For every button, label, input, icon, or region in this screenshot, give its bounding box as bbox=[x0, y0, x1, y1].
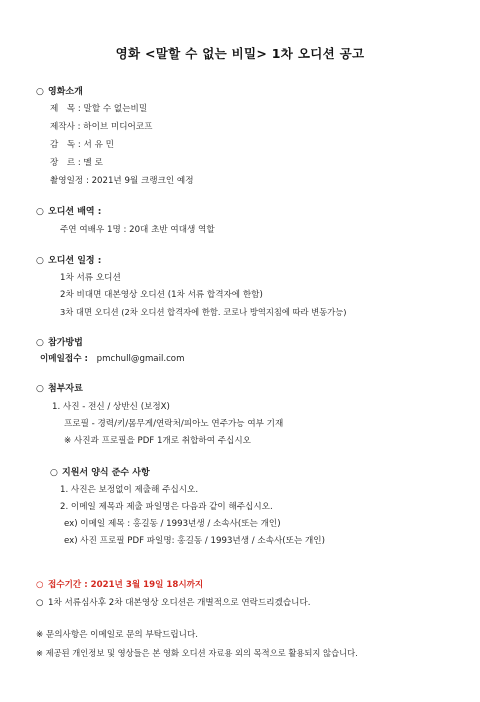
attach-row-profile: 프로필 - 경력/키/몸무게/연락처/피아노 연주가능 여부 기재 bbox=[64, 419, 284, 429]
intro-genre-row: 장 르 : 멜 로 bbox=[50, 158, 103, 168]
deadline-row bbox=[36, 579, 203, 591]
intro-title-row: 제 목 : 말할 수 없는비밀 bbox=[50, 104, 148, 114]
footer-note-1: ※ 문의사항은 이메일로 문의 부탁드립니다. bbox=[36, 630, 198, 640]
deadline-text: 접수기간 : 2021년 3월 19일 18시까지 bbox=[48, 580, 204, 590]
intro-schedule-row: 촬영일정 : 2021년 9월 크랭크인 예정 bbox=[50, 176, 194, 186]
email-address: pmchull@gmail.com bbox=[96, 354, 185, 364]
bullet-icon: ○ bbox=[36, 87, 44, 97]
deadline-note-row bbox=[36, 597, 311, 609]
section-heading-intro: ○ 영화소개 bbox=[36, 87, 83, 97]
rules-row-3: ex) 이메일 제목 : 홍길동 / 1993년생 / 소속사(또는 개인) bbox=[64, 519, 281, 529]
bullet-icon: ○ bbox=[36, 256, 44, 266]
attach-row-photo: 1. 사진 - 전신 / 상반신 (보정X) bbox=[52, 402, 170, 412]
bullet-icon: ○ bbox=[50, 468, 58, 478]
schedule-row-3: 3차 대면 오디션 (2차 오디션 합격자에 한함. 코로나 방역지침에 따라 변동가능) bbox=[60, 307, 347, 317]
apply-row bbox=[40, 353, 184, 365]
bullet-icon: ○ bbox=[36, 598, 44, 608]
attach-row-note: ※ 사진과 프로필을 PDF 1개로 취합하여 주십시오 bbox=[64, 436, 251, 446]
section-heading-role: ○ 오디션 배역 : bbox=[36, 207, 102, 217]
deadline-note: 1차 서류심사후 2차 대본영상 오디션은 개별적으로 연락드리겠습니다. bbox=[48, 598, 311, 608]
bullet-icon: ○ bbox=[36, 580, 44, 590]
role-row: 주연 여배우 1명 : 20대 초반 여대생 역할 bbox=[60, 225, 215, 235]
intro-director-row: 감 독 : 서 유 민 bbox=[50, 140, 114, 150]
section-heading-schedule: ○ 오디션 일정 : bbox=[36, 256, 102, 266]
email-label: 이메일접수 : bbox=[40, 354, 88, 364]
intro-producer-row: 제작사 : 하이브 미디어코프 bbox=[50, 122, 153, 132]
bullet-icon: ○ bbox=[36, 384, 44, 394]
schedule-row-1: 1차 서류 오디션 bbox=[60, 273, 121, 283]
rules-row-1: 1. 사진은 보정없이 제출해 주십시오. bbox=[60, 485, 199, 495]
section-heading-attach: ○ 첨부자료 bbox=[36, 384, 83, 394]
rules-row-2: 2. 이메일 제목과 제출 파일명은 다음과 같이 해주십시오. bbox=[60, 502, 273, 512]
footer-note-2: ※ 제공된 개인정보 및 영상들은 본 영화 오디션 자료용 외의 목적으로 활용되지 않습니다. bbox=[36, 648, 358, 658]
section-heading-rules: ○ 지원서 양식 준수 사항 bbox=[50, 468, 150, 478]
schedule-row-2: 2차 비대면 대본영상 오디션 (1차 서류 합격자에 한함) bbox=[60, 290, 263, 300]
notice-title: 영화 <말할 수 없는 비밀> 1차 오디션 공고 bbox=[115, 46, 365, 61]
bullet-icon: ○ bbox=[36, 207, 44, 217]
bullet-icon: ○ bbox=[36, 338, 44, 348]
section-heading-apply: ○ 참가방법 bbox=[36, 338, 83, 348]
rules-row-4: ex) 사진 프로필 PDF 파일명: 홍길동 / 1993년생 / 소속사(또는 개인) bbox=[64, 536, 325, 546]
